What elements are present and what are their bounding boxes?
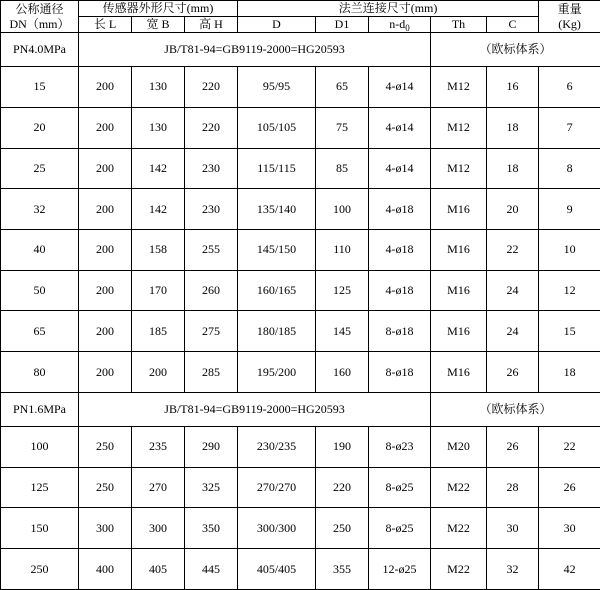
- cell-dn: 50: [1, 270, 79, 311]
- group-pressure-rating: PN4.0MPa: [1, 33, 79, 67]
- cell-thickness-c: 24: [487, 270, 539, 311]
- cell-dn: 32: [1, 189, 79, 230]
- cell-diameter-d: 405/405: [238, 549, 316, 590]
- header-nominal-diameter: [1, 1, 79, 33]
- cell-diameter-d: 95/95: [238, 67, 316, 108]
- cell-height-h: 255: [185, 229, 238, 270]
- cell-length-l: 300: [79, 508, 132, 549]
- header-weight: [539, 1, 600, 33]
- cell-thread-th: M22: [431, 549, 487, 590]
- cell-height-h: 230: [185, 189, 238, 230]
- header-bolt-holes: [369, 17, 431, 33]
- header-row-subcolumns: [1, 17, 600, 33]
- cell-width-b: 170: [132, 270, 185, 311]
- cell-thread-th: M20: [431, 426, 487, 467]
- cell-bolt-holes: 4-ø18: [369, 229, 431, 270]
- cell-diameter-d: 180/185: [238, 311, 316, 352]
- cell-height-h: 220: [185, 67, 238, 108]
- cell-thread-th: M12: [431, 148, 487, 189]
- table-row: [1, 270, 600, 311]
- cell-weight: 42: [539, 549, 600, 590]
- cell-diameter-d1: 145: [316, 311, 369, 352]
- cell-thread-th: M12: [431, 107, 487, 148]
- table-row: [1, 549, 600, 590]
- cell-width-b: 142: [132, 189, 185, 230]
- cell-height-h: 290: [185, 426, 238, 467]
- cell-thread-th: M16: [431, 270, 487, 311]
- group-header-row: [1, 392, 600, 426]
- cell-thread-th: M16: [431, 352, 487, 393]
- header-height-h: 高 H: [185, 17, 238, 33]
- group-standard-note: （欧标体系）: [431, 392, 600, 426]
- cell-weight: 22: [539, 426, 600, 467]
- cell-thread-th: M22: [431, 467, 487, 508]
- cell-dn: 25: [1, 148, 79, 189]
- table-row: [1, 107, 600, 148]
- cell-weight: 6: [539, 67, 600, 108]
- cell-weight: 30: [539, 508, 600, 549]
- header-row-groups: [1, 1, 600, 17]
- header-flange-dimensions: 法兰连接尺寸(mm): [238, 1, 539, 17]
- cell-width-b: 185: [132, 311, 185, 352]
- cell-weight: 12: [539, 270, 600, 311]
- cell-bolt-holes: 4-ø18: [369, 270, 431, 311]
- cell-thickness-c: 18: [487, 107, 539, 148]
- cell-length-l: 200: [79, 189, 132, 230]
- cell-weight: 18: [539, 352, 600, 393]
- cell-diameter-d: 135/140: [238, 189, 316, 230]
- cell-diameter-d1: 160: [316, 352, 369, 393]
- cell-weight: 15: [539, 311, 600, 352]
- cell-dn: 65: [1, 311, 79, 352]
- cell-thickness-c: 20: [487, 189, 539, 230]
- cell-thread-th: M22: [431, 508, 487, 549]
- cell-height-h: 260: [185, 270, 238, 311]
- cell-thickness-c: 28: [487, 467, 539, 508]
- group-header-row: [1, 33, 600, 67]
- header-diameter-d1: D1: [316, 17, 369, 33]
- cell-bolt-holes: 8-ø23: [369, 426, 431, 467]
- cell-length-l: 200: [79, 67, 132, 108]
- cell-dn: 15: [1, 67, 79, 108]
- cell-diameter-d: 195/200: [238, 352, 316, 393]
- cell-weight: 7: [539, 107, 600, 148]
- cell-diameter-d1: 190: [316, 426, 369, 467]
- table-row: [1, 352, 600, 393]
- cell-height-h: 350: [185, 508, 238, 549]
- cell-bolt-holes: 8-ø18: [369, 352, 431, 393]
- table-row: [1, 148, 600, 189]
- header-bolt-holes-subscript: 0: [405, 23, 410, 33]
- cell-bolt-holes: 12-ø25: [369, 549, 431, 590]
- cell-thickness-c: 32: [487, 549, 539, 590]
- cell-diameter-d1: 65: [316, 67, 369, 108]
- cell-width-b: 235: [132, 426, 185, 467]
- cell-length-l: 400: [79, 549, 132, 590]
- cell-dn: 150: [1, 508, 79, 549]
- table-row: [1, 67, 600, 108]
- cell-weight: 8: [539, 148, 600, 189]
- cell-width-b: 130: [132, 107, 185, 148]
- table-row: [1, 467, 600, 508]
- cell-width-b: 200: [132, 352, 185, 393]
- table-row: [1, 426, 600, 467]
- cell-thread-th: M16: [431, 189, 487, 230]
- cell-width-b: 158: [132, 229, 185, 270]
- header-sensor-dimensions: 传感器外形尺寸(mm): [79, 1, 238, 17]
- header-length-l: 长 L: [79, 17, 132, 33]
- cell-diameter-d1: 85: [316, 148, 369, 189]
- cell-width-b: 405: [132, 549, 185, 590]
- header-nominal-diameter-label: 公称通径: [15, 1, 64, 16]
- cell-thickness-c: 26: [487, 426, 539, 467]
- cell-thickness-c: 24: [487, 311, 539, 352]
- group-pressure-rating: PN1.6MPa: [1, 392, 79, 426]
- cell-diameter-d1: 75: [316, 107, 369, 148]
- cell-length-l: 250: [79, 467, 132, 508]
- header-nominal-diameter-unit: DN（mm）: [9, 16, 70, 31]
- cell-dn: 100: [1, 426, 79, 467]
- cell-diameter-d1: 110: [316, 229, 369, 270]
- cell-bolt-holes: 4-ø14: [369, 148, 431, 189]
- cell-width-b: 270: [132, 467, 185, 508]
- cell-length-l: 200: [79, 352, 132, 393]
- header-thickness-c: C: [487, 17, 539, 33]
- header-weight-unit: (Kg): [558, 16, 581, 31]
- cell-weight: 10: [539, 229, 600, 270]
- cell-diameter-d: 160/165: [238, 270, 316, 311]
- cell-diameter-d: 270/270: [238, 467, 316, 508]
- cell-thickness-c: 18: [487, 148, 539, 189]
- table-row: [1, 189, 600, 230]
- cell-length-l: 200: [79, 107, 132, 148]
- cell-height-h: 325: [185, 467, 238, 508]
- cell-height-h: 285: [185, 352, 238, 393]
- table-row: [1, 508, 600, 549]
- cell-bolt-holes: 8-ø18: [369, 311, 431, 352]
- cell-height-h: 275: [185, 311, 238, 352]
- cell-width-b: 130: [132, 67, 185, 108]
- header-thread-th: Th: [431, 17, 487, 33]
- cell-dn: 125: [1, 467, 79, 508]
- cell-diameter-d1: 250: [316, 508, 369, 549]
- cell-height-h: 220: [185, 107, 238, 148]
- cell-weight: 26: [539, 467, 600, 508]
- cell-height-h: 445: [185, 549, 238, 590]
- cell-diameter-d1: 355: [316, 549, 369, 590]
- cell-weight: 9: [539, 189, 600, 230]
- cell-length-l: 250: [79, 426, 132, 467]
- group-standard-note: （欧标体系）: [431, 33, 600, 67]
- cell-diameter-d: 145/150: [238, 229, 316, 270]
- cell-dn: 20: [1, 107, 79, 148]
- header-width-b: 宽 B: [132, 17, 185, 33]
- cell-diameter-d: 115/115: [238, 148, 316, 189]
- cell-thread-th: M12: [431, 67, 487, 108]
- cell-thread-th: M16: [431, 311, 487, 352]
- cell-thread-th: M16: [431, 229, 487, 270]
- cell-diameter-d1: 220: [316, 467, 369, 508]
- header-weight-label: 重量: [557, 1, 582, 16]
- cell-bolt-holes: 4-ø14: [369, 67, 431, 108]
- cell-length-l: 200: [79, 148, 132, 189]
- cell-bolt-holes: 4-ø14: [369, 107, 431, 148]
- cell-dn: 40: [1, 229, 79, 270]
- group-standard-reference: JB/T81-94=GB9119-2000=HG20593: [79, 392, 431, 426]
- cell-thickness-c: 16: [487, 67, 539, 108]
- group-standard-reference: JB/T81-94=GB9119-2000=HG20593: [79, 33, 431, 67]
- cell-diameter-d1: 100: [316, 189, 369, 230]
- cell-diameter-d: 105/105: [238, 107, 316, 148]
- cell-height-h: 230: [185, 148, 238, 189]
- cell-thickness-c: 22: [487, 229, 539, 270]
- table-row: [1, 311, 600, 352]
- cell-bolt-holes: 8-ø25: [369, 508, 431, 549]
- cell-bolt-holes: 4-ø18: [369, 189, 431, 230]
- cell-diameter-d: 230/235: [238, 426, 316, 467]
- cell-diameter-d1: 125: [316, 270, 369, 311]
- table-row: [1, 229, 600, 270]
- cell-length-l: 200: [79, 229, 132, 270]
- cell-dn: 80: [1, 352, 79, 393]
- cell-diameter-d: 300/300: [238, 508, 316, 549]
- cell-width-b: 142: [132, 148, 185, 189]
- cell-thickness-c: 26: [487, 352, 539, 393]
- cell-dn: 250: [1, 549, 79, 590]
- cell-length-l: 200: [79, 270, 132, 311]
- table-body: [1, 33, 600, 590]
- header-diameter-d: D: [238, 17, 316, 33]
- cell-bolt-holes: 8-ø25: [369, 467, 431, 508]
- cell-thickness-c: 30: [487, 508, 539, 549]
- cell-width-b: 300: [132, 508, 185, 549]
- header-bolt-holes-text: n-d: [389, 17, 406, 31]
- cell-length-l: 200: [79, 311, 132, 352]
